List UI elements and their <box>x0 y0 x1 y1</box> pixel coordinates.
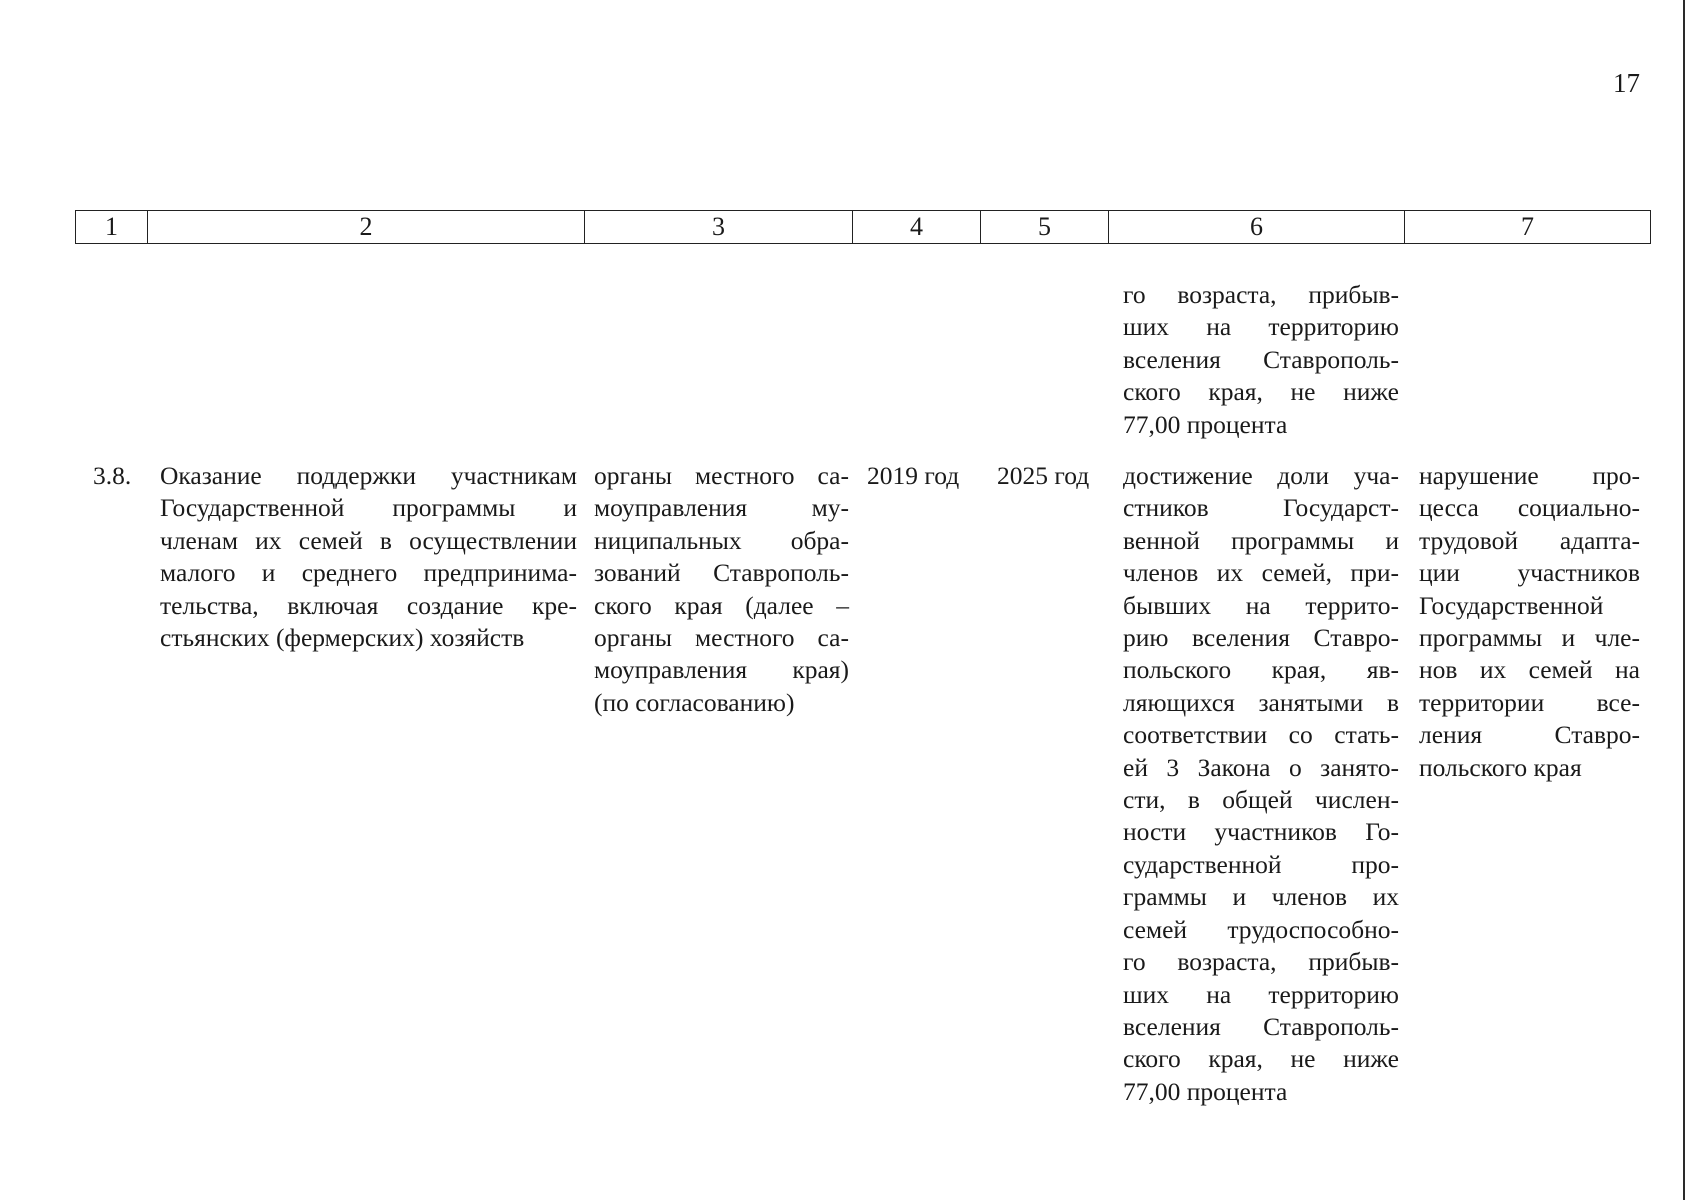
text-line: Оказание поддержки участникам <box>160 461 577 490</box>
text-line: го возраста, прибыв- <box>1123 947 1399 977</box>
text-line: семей трудоспособно- <box>1123 914 1399 944</box>
page-edge <box>1683 0 1685 1200</box>
measure-description <box>160 460 577 654</box>
text-line: ского края, не ниже <box>1123 1044 1399 1074</box>
start-year: 2019 год <box>867 461 960 490</box>
text-line: 77,00 процента <box>1123 409 1288 439</box>
text-line: членам их семей в осуществлении <box>160 525 577 555</box>
text-line: территории все- <box>1419 687 1640 717</box>
text-line: ского края (далее – <box>594 590 849 620</box>
header-row <box>76 211 1651 244</box>
column-number-header <box>75 210 1651 244</box>
text-line: вселения Ставрополь- <box>1123 1011 1399 1041</box>
row-number: 3.8. <box>93 461 132 490</box>
text-line: зований Ставрополь- <box>594 558 849 588</box>
text-line: программы и чле- <box>1419 623 1640 653</box>
text-line: цесса социально- <box>1419 493 1640 523</box>
text-line: органы местного са- <box>594 623 849 653</box>
responsible-executor <box>594 460 849 719</box>
header-col-6: 6 <box>1109 211 1405 244</box>
text-line: нарушение про- <box>1419 461 1640 490</box>
text-line: ших на территорию <box>1123 979 1399 1009</box>
text-line: граммы и членов их <box>1123 882 1399 912</box>
text-line: сти, в общей числен- <box>1123 785 1399 815</box>
text-line: ниципальных обра- <box>594 525 849 555</box>
text-line: ей 3 Закона о занято- <box>1123 752 1399 782</box>
text-line: вселения Ставрополь- <box>1123 344 1399 374</box>
text-line: достижение доли уча- <box>1123 461 1399 490</box>
text-line: органы местного са- <box>594 461 849 490</box>
header-col-7: 7 <box>1405 211 1651 244</box>
text-line: моуправления края) <box>594 655 849 685</box>
header-col-5: 5 <box>981 211 1109 244</box>
text-line: стьянских (фермерских) хозяйств <box>160 623 525 653</box>
text-line: членов их семей, при- <box>1123 558 1399 588</box>
text-line: малого и среднего предпринима- <box>160 558 577 588</box>
text-line: сударственной про- <box>1123 849 1399 879</box>
text-line: Государственной программы и <box>160 493 577 523</box>
text-line: ляющихся занятыми в <box>1123 687 1399 717</box>
text-line: польского края, яв- <box>1123 655 1399 685</box>
end-year: 2025 год <box>997 461 1090 490</box>
text-line: (по согласованию) <box>594 687 795 717</box>
risk-description <box>1419 460 1640 784</box>
text-line: го возраста, прибыв- <box>1123 280 1399 309</box>
text-line: ности участников Го- <box>1123 817 1399 847</box>
page-number: 17 <box>1613 68 1640 98</box>
header-col-4: 4 <box>853 211 981 244</box>
text-line: Государственной <box>1419 590 1604 620</box>
text-line: 77,00 процента <box>1123 1076 1288 1106</box>
text-line: трудовой адапта- <box>1419 525 1640 555</box>
text-line: ших на территорию <box>1123 312 1399 342</box>
continuation-col6 <box>1123 279 1399 441</box>
text-line: нов их семей на <box>1419 655 1640 685</box>
text-line: ции участников <box>1419 558 1640 588</box>
text-line: моуправления му- <box>594 493 849 523</box>
text-line: соответствии со стать- <box>1123 720 1399 750</box>
header-col-2: 2 <box>148 211 585 244</box>
text-line: тельства, включая создание кре- <box>160 590 577 620</box>
header-col-1: 1 <box>76 211 148 244</box>
text-line: стников Государст- <box>1123 493 1399 523</box>
header-col-3: 3 <box>585 211 853 244</box>
text-line: ского края, не ниже <box>1123 377 1399 407</box>
text-line: венной программы и <box>1123 525 1399 555</box>
text-line: рию вселения Ставро- <box>1123 623 1399 653</box>
text-line: польского края <box>1419 752 1582 782</box>
text-line: ления Ставро- <box>1419 720 1640 750</box>
text-line: бывших на террито- <box>1123 590 1399 620</box>
expected-result <box>1123 460 1399 1108</box>
